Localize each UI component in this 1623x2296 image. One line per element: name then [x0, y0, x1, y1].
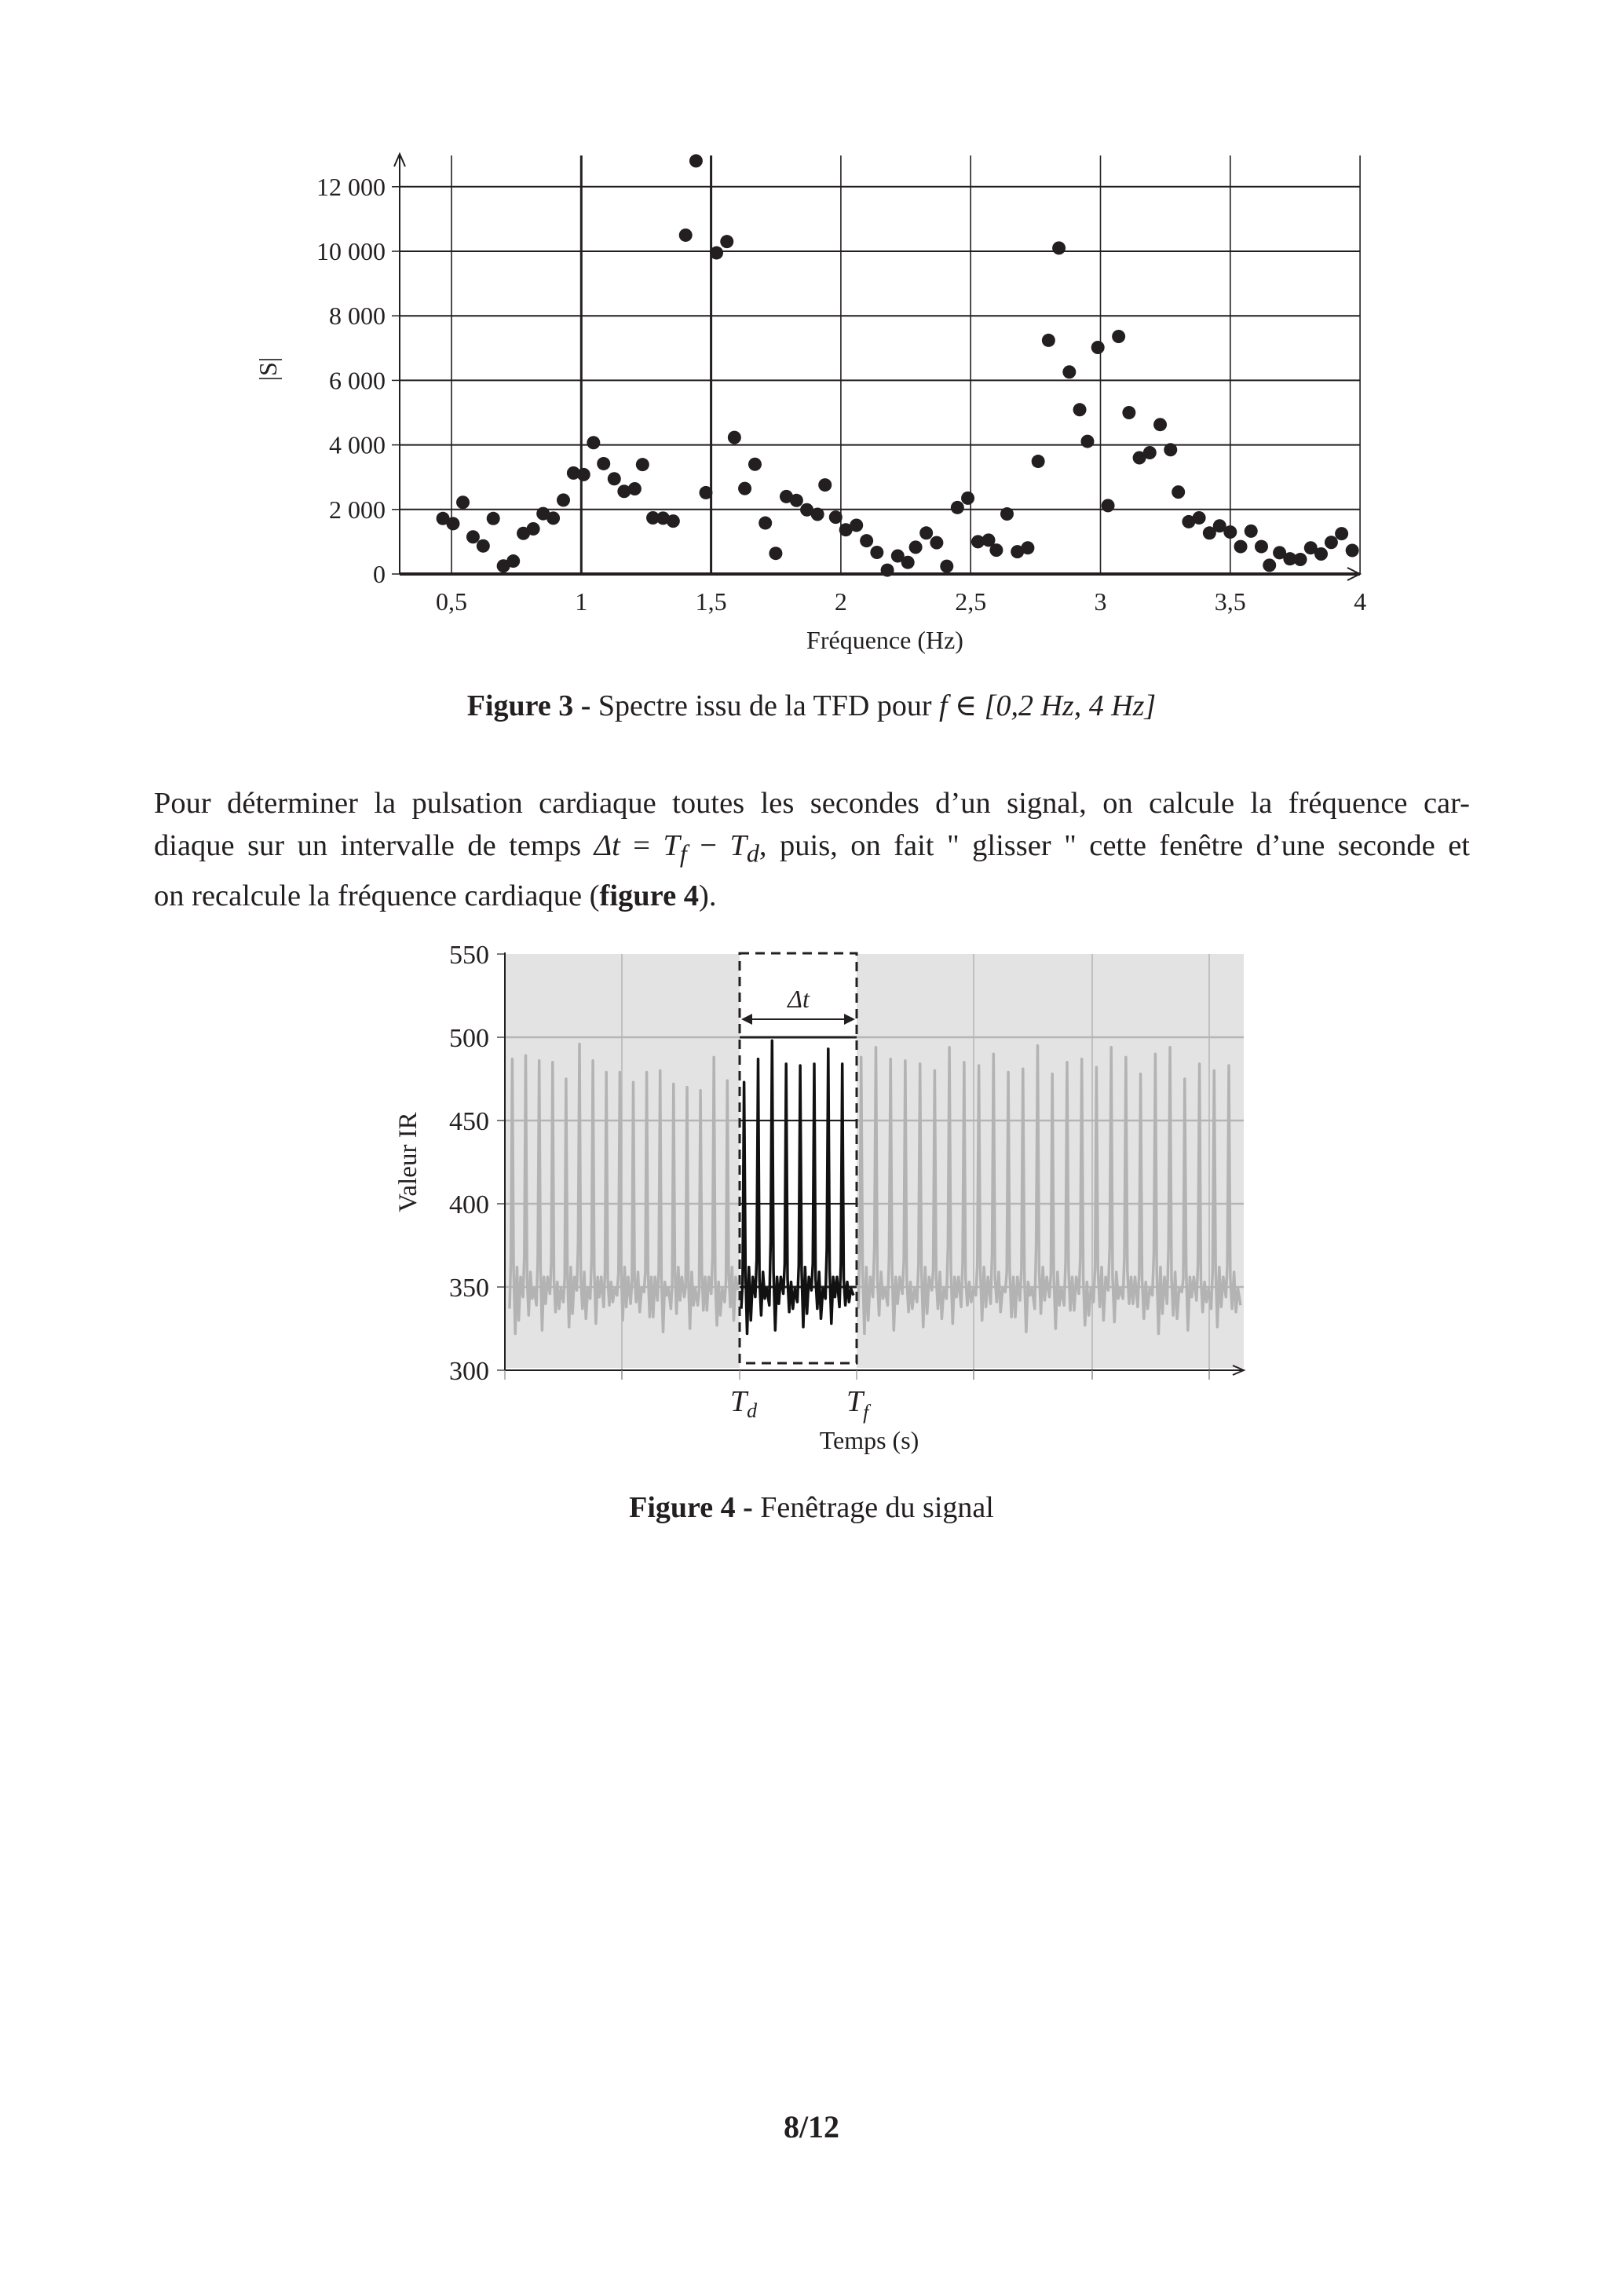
y-tick-label: 450	[449, 1107, 489, 1136]
data-point	[1102, 499, 1115, 512]
text: diaque sur un intervalle de temps	[154, 829, 594, 862]
y-tick-label: 300	[449, 1357, 489, 1386]
data-point	[587, 436, 600, 449]
data-point	[1164, 443, 1177, 456]
data-point	[790, 494, 803, 507]
paragraph-line-1: Pour déterminer la pulsation cardiaque toutes les secondes d’un signal, on calcule la fréquence car-	[154, 787, 1470, 820]
data-point	[1062, 365, 1076, 378]
y-tick-label: 500	[449, 1024, 489, 1053]
data-point	[1325, 536, 1338, 549]
x-tick-label: 1	[575, 587, 588, 616]
data-point	[930, 536, 943, 550]
data-point	[1073, 403, 1087, 416]
data-point	[758, 517, 772, 530]
data-point	[829, 510, 843, 524]
data-point	[1052, 241, 1066, 254]
td-label: $T_d$	[730, 1385, 758, 1422]
data-point	[860, 534, 873, 547]
data-point	[1091, 341, 1105, 354]
data-point	[919, 526, 933, 539]
x-axis-label: Temps (s)	[819, 1426, 919, 1454]
math-sub-d: d	[746, 839, 759, 868]
data-point	[487, 512, 500, 525]
figure-3-caption-text: Spectre issu de la TFD pour	[590, 689, 939, 722]
x-tick-labels	[436, 587, 1366, 616]
data-point	[1335, 527, 1348, 540]
text: , puis, on fait " glisser " cette fenêtre d’une seconde et	[758, 829, 1471, 862]
data-point	[811, 507, 824, 521]
data-point	[636, 458, 649, 471]
y-tick-labels	[449, 941, 489, 1386]
x-tick-label: 2	[834, 587, 847, 616]
data-point	[608, 472, 621, 485]
data-point	[850, 518, 863, 532]
data-point	[1255, 540, 1268, 554]
data-point	[557, 493, 570, 506]
figure-4-windowing-chart	[0, 927, 1623, 1476]
data-point	[738, 482, 751, 495]
paragraph-line-2	[154, 824, 1470, 875]
data-point	[909, 540, 923, 554]
data-point	[1122, 406, 1135, 419]
math-T: T	[729, 829, 747, 862]
data-point	[689, 154, 703, 167]
y-tick-label: 12 000	[316, 172, 386, 201]
data-point	[710, 247, 723, 260]
x-tick-label: 3	[1094, 587, 1107, 616]
data-point	[456, 495, 470, 509]
data-point	[1042, 334, 1055, 347]
data-point	[870, 546, 883, 559]
paragraph-line-3	[154, 875, 1470, 917]
y-tick-label: 2 000	[329, 495, 386, 524]
y-tick-label: 4 000	[329, 430, 386, 459]
y-tick-label: 6 000	[329, 366, 386, 395]
body-paragraph	[154, 782, 1470, 917]
data-point	[1346, 543, 1359, 557]
data-point	[1112, 330, 1125, 343]
text: =	[620, 829, 663, 862]
y-tick-labels	[316, 173, 386, 588]
data-point	[720, 235, 733, 248]
data-point	[477, 539, 490, 553]
tf-label: $T_f$	[846, 1385, 869, 1424]
data-point	[667, 514, 680, 528]
x-tick-label: 0,5	[436, 587, 467, 616]
data-point	[446, 517, 459, 530]
data-point	[1032, 455, 1045, 468]
data-point	[1245, 525, 1258, 538]
data-point	[1223, 525, 1237, 539]
data-point	[1294, 553, 1307, 566]
figure-reference: figure 4	[599, 879, 700, 912]
figure-4-caption	[0, 1490, 1623, 1525]
y-axis-label: Valeur IR	[394, 1112, 422, 1212]
data-point	[527, 522, 540, 536]
data-point	[466, 530, 480, 543]
x-tick-label: 3,5	[1214, 587, 1246, 616]
y-tick-label: 400	[449, 1190, 489, 1219]
data-point	[989, 543, 1003, 557]
figure-4-caption-text: Fenêtrage du signal	[752, 1491, 994, 1524]
y-tick-label: 0	[373, 560, 386, 588]
math-sub-f: f	[679, 839, 687, 868]
x-tick-label: 4	[1354, 587, 1367, 616]
data-point	[1021, 541, 1034, 554]
x-tick-label: 1,5	[695, 587, 727, 616]
data-point	[1193, 511, 1206, 525]
data-point	[506, 554, 520, 568]
delta-t-label: Δt	[788, 985, 810, 1013]
data-points	[437, 154, 1359, 576]
figure-3-caption-label: Figure 3 -	[466, 689, 591, 722]
math-T: T	[663, 829, 680, 862]
y-tick-label: 8 000	[329, 302, 386, 331]
data-point	[577, 468, 590, 481]
figure-3-spectrum-chart	[0, 0, 1623, 675]
data-point	[1263, 558, 1276, 572]
y-tick-label: 550	[449, 941, 489, 970]
data-point	[679, 229, 693, 242]
data-point	[951, 501, 964, 514]
y-tick-label: 350	[449, 1274, 489, 1303]
data-point	[597, 457, 610, 470]
data-point	[748, 458, 762, 471]
data-point	[699, 486, 712, 499]
data-point	[1080, 435, 1094, 448]
data-point	[1234, 540, 1248, 554]
data-point	[818, 478, 832, 492]
data-point	[1153, 418, 1167, 431]
data-point	[961, 492, 974, 505]
math-delta-t: Δt	[594, 829, 620, 862]
data-point	[1172, 485, 1185, 499]
figure-4-caption-label: Figure 4 -	[629, 1491, 753, 1524]
figure-3-caption-math: f ∈ [0,2 Hz, 4 Hz]	[939, 689, 1157, 722]
data-point	[628, 482, 642, 495]
x-axis-label: Fréquence (Hz)	[806, 626, 963, 654]
data-point	[881, 564, 894, 577]
data-point	[901, 556, 915, 569]
data-point	[769, 547, 782, 560]
data-point	[1314, 547, 1328, 561]
figure-3-caption	[0, 688, 1623, 723]
data-point	[940, 560, 953, 573]
y-tick-label: 10 000	[316, 237, 386, 265]
data-point	[728, 431, 741, 444]
page-number: 8/12	[783, 2109, 840, 2144]
text: ).	[699, 879, 717, 912]
y-axis-label: |S|	[254, 356, 282, 382]
text: −	[686, 829, 730, 862]
x-tick-label: 2,5	[955, 587, 987, 616]
data-point	[1000, 507, 1014, 521]
data-point	[1143, 446, 1157, 459]
text: on recalcule la fréquence cardiaque (	[154, 879, 600, 912]
data-point	[546, 511, 560, 525]
